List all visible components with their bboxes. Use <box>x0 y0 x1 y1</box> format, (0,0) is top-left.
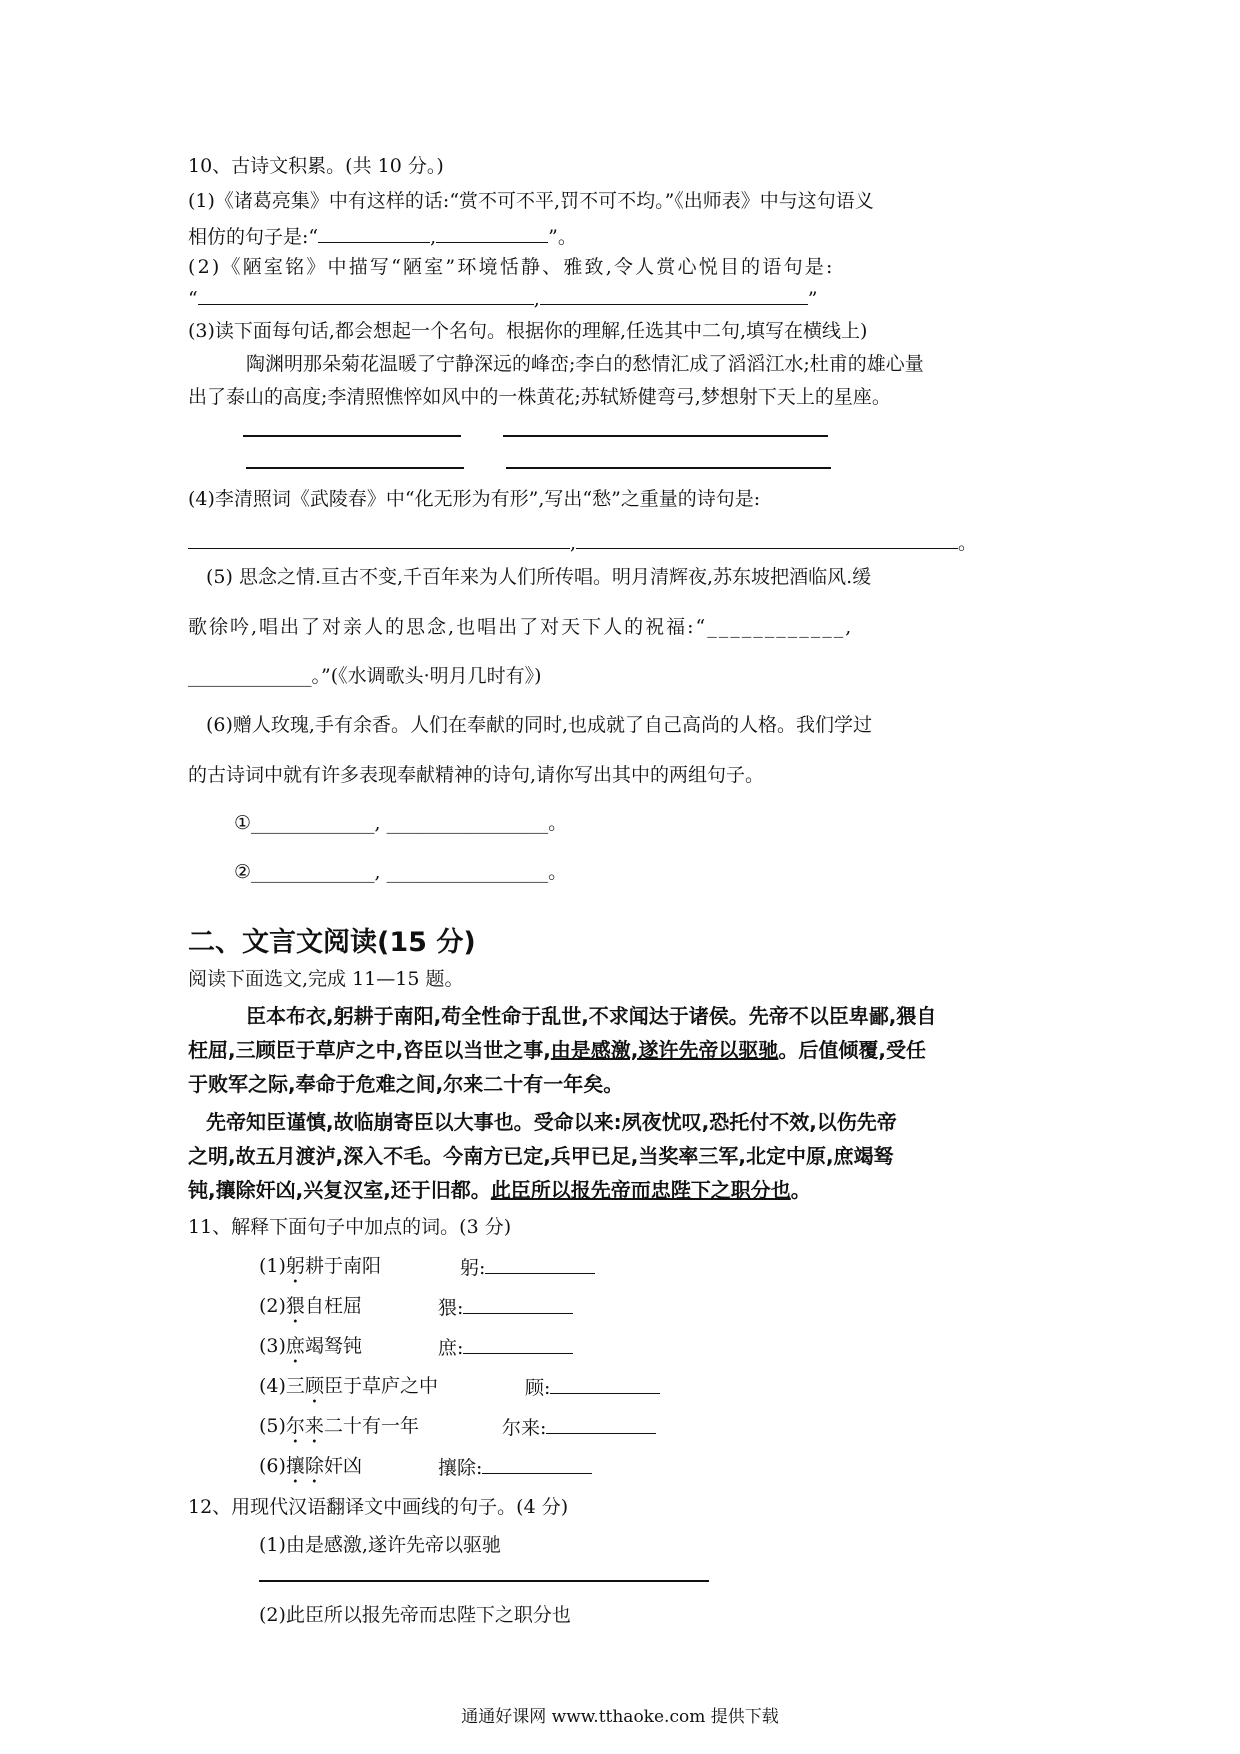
q10-part2-line1: (2)《陋室铭》中描写“陋室”环境恬静、雅致,令人赏心悦目的语句是: <box>188 256 835 278</box>
item-term: 顾: <box>525 1377 551 1399</box>
underlined-sentence: 由是感激,遂许先帝以驱驰 <box>550 1038 779 1062</box>
q11-item <box>259 1453 362 1488</box>
q10-part6-line3: ①_____________, _________________。 <box>234 812 568 834</box>
answer-blank[interactable] <box>550 1373 660 1394</box>
q10-part3-line3: 出了泰山的高度;李清照憔悴如风中的一株黄花;苏轼矫健弯弓,梦想射下天上的星座。 <box>188 386 891 408</box>
dotted-word: 攘除 <box>285 1455 324 1477</box>
q10-part4-line1: (4)李清照词《武陵春》中“化无形为有形”,写出“愁”之重量的诗句是: <box>188 488 761 510</box>
dotted-word: 顾 <box>304 1375 324 1397</box>
passage-line: 于败军之际,奉命于危难之间,尔来二十有一年矣。 <box>188 1072 624 1096</box>
passage-text: 枉屈,三顾臣于草庐之中,咨臣以当世之事, <box>188 1038 551 1062</box>
item-text: 二十有一年 <box>323 1415 419 1437</box>
answer-blank[interactable] <box>546 1413 656 1434</box>
passage-line <box>188 1177 811 1203</box>
answer-blank[interactable] <box>540 284 808 305</box>
answer-blank[interactable] <box>463 1293 573 1314</box>
dotted-word: 躬 <box>285 1255 305 1277</box>
answer-line[interactable] <box>506 467 831 469</box>
q10-part2-close: ” <box>807 288 818 310</box>
underlined-sentence: 此臣所以报先帝而忠陛下之职分也 <box>490 1178 791 1202</box>
passage-text: 钝,攘除奸凶,兴复汉室,还于旧都。 <box>188 1178 491 1202</box>
answer-blank[interactable] <box>198 284 534 305</box>
q10-part6-line2: 的古诗词中就有许多表现奉献精神的诗句,请你写出其中的两组句子。 <box>188 764 765 786</box>
passage-line: 臣本布衣,躬耕于南阳,苟全性命于乱世,不求闻达于诸侯。先帝不以臣卑鄙,猥自 <box>246 1004 937 1028</box>
q10-part4-line2 <box>188 528 977 556</box>
answer-line[interactable] <box>246 467 464 469</box>
section-title: 二、文言文阅读(15 分) <box>188 927 476 958</box>
item-term: 猥: <box>438 1297 464 1319</box>
page-footer: 通通好课网 www.tthaoke.com 提供下载 <box>461 1707 779 1727</box>
answer-blank[interactable] <box>485 1253 595 1274</box>
q10-part5-line2: 歌徐吟,唱出了对亲人的思念,也唱出了对天下人的祝福:“____________, <box>188 616 854 638</box>
answer-line[interactable] <box>243 435 461 437</box>
item-text: 奸凶 <box>323 1455 362 1477</box>
item-number: (3) <box>259 1335 286 1357</box>
passage-text: 。后值倾覆,受任 <box>778 1038 927 1062</box>
answer-line[interactable] <box>503 435 828 437</box>
q10-part2-sep: , <box>533 288 540 310</box>
q11-answer <box>502 1413 656 1441</box>
q11-item <box>259 1253 381 1288</box>
q10-part5-line3: _____________。”(《水调歌头·明月几时有》) <box>188 665 542 687</box>
answer-blank[interactable] <box>188 528 570 549</box>
item-text: 三 <box>285 1375 305 1397</box>
q10-part1-sep: , <box>430 226 437 248</box>
answer-blank[interactable] <box>576 528 958 549</box>
q11-item <box>259 1333 362 1368</box>
q12-title: 12、用现代汉语翻译文中画线的句子。(4 分) <box>188 1496 569 1518</box>
q11-title: 11、解释下面句子中加点的词。(3 分) <box>188 1216 512 1238</box>
dotted-word: 尔来 <box>285 1415 324 1437</box>
q10-part4-sep: , <box>570 532 577 554</box>
passage-line: 先帝知臣谨慎,故临崩寄臣以大事也。受命以来:夙夜忧叹,恐托付不效,以伤先帝 <box>206 1110 897 1134</box>
answer-blank[interactable] <box>463 1333 573 1354</box>
q10-part1-line1: (1)《诸葛亮集》中有这样的话:“赏不可不平,罚不可不均。”《出师表》中与这句语义 <box>188 190 874 212</box>
q10-part3-line1: (3)读下面每句话,都会想起一个名句。根据你的理解,任选其中二句,填写在横线上) <box>188 320 868 342</box>
q11-answer <box>438 1453 592 1481</box>
q12-sentence-1: (1)由是感激,遂许先帝以驱驰 <box>259 1534 501 1556</box>
q10-part5-line1: (5) 思念之情.亘古不变,千百年来为人们所传唱。明月清辉夜,苏东坡把酒临风.缓 <box>206 566 872 588</box>
q10-part1-line2 <box>188 222 577 250</box>
answer-line[interactable] <box>259 1580 709 1582</box>
item-number: (2) <box>259 1295 286 1317</box>
q10-part2-open: “ <box>188 288 198 310</box>
q11-answer <box>525 1373 660 1401</box>
item-term: 躬: <box>460 1257 486 1279</box>
answer-blank[interactable] <box>318 222 430 243</box>
q11-item <box>259 1373 438 1408</box>
item-number: (6) <box>259 1455 286 1477</box>
section-intro: 阅读下面选文,完成 11—15 题。 <box>188 968 464 990</box>
q10-part2-line2 <box>188 284 817 312</box>
passage-text: 。 <box>790 1178 811 1202</box>
item-number: (4) <box>259 1375 286 1397</box>
q11-item <box>259 1293 362 1328</box>
q10-part1-suffix: ”。 <box>548 226 577 248</box>
item-text: 耕于南阳 <box>304 1255 381 1277</box>
item-text: 竭驽钝 <box>304 1335 362 1357</box>
q11-item <box>259 1413 419 1448</box>
answer-blank[interactable] <box>436 222 548 243</box>
q10-title: 10、古诗文积累。(共 10 分。) <box>188 155 444 177</box>
item-term: 庶: <box>438 1337 464 1359</box>
q10-part6-line1: (6)赠人玫瑰,手有余香。人们在奉献的同时,也成就了自己高尚的人格。我们学过 <box>206 714 872 736</box>
item-text: 臣于草庐之中 <box>323 1375 438 1397</box>
q10-part1-prefix: 相仿的句子是:“ <box>188 226 319 248</box>
answer-blank[interactable] <box>482 1453 592 1474</box>
passage-line: 之明,故五月渡泸,深入不毛。今南方已定,兵甲已足,当奖率三军,北定中原,庶竭驽 <box>188 1144 894 1168</box>
q11-answer <box>438 1293 573 1321</box>
item-number: (1) <box>259 1255 286 1277</box>
q10-part6-line4: ②_____________, _________________。 <box>234 861 568 883</box>
q12-sentence-2: (2)此臣所以报先帝而忠陛下之职分也 <box>259 1604 571 1626</box>
q11-answer <box>460 1253 595 1281</box>
item-term: 尔来: <box>502 1417 547 1439</box>
dotted-word: 庶 <box>285 1335 305 1357</box>
item-text: 自枉屈 <box>304 1295 362 1317</box>
item-term: 攘除: <box>438 1457 483 1479</box>
dotted-word: 猥 <box>285 1295 305 1317</box>
passage-line <box>188 1037 926 1063</box>
item-number: (5) <box>259 1415 286 1437</box>
q11-answer <box>438 1333 573 1361</box>
q10-part3-line2: 陶渊明那朵菊花温暖了宁静深远的峰峦;李白的愁情汇成了滔滔江水;杜甫的雄心量 <box>246 353 924 375</box>
q10-part4-end: 。 <box>958 532 978 554</box>
